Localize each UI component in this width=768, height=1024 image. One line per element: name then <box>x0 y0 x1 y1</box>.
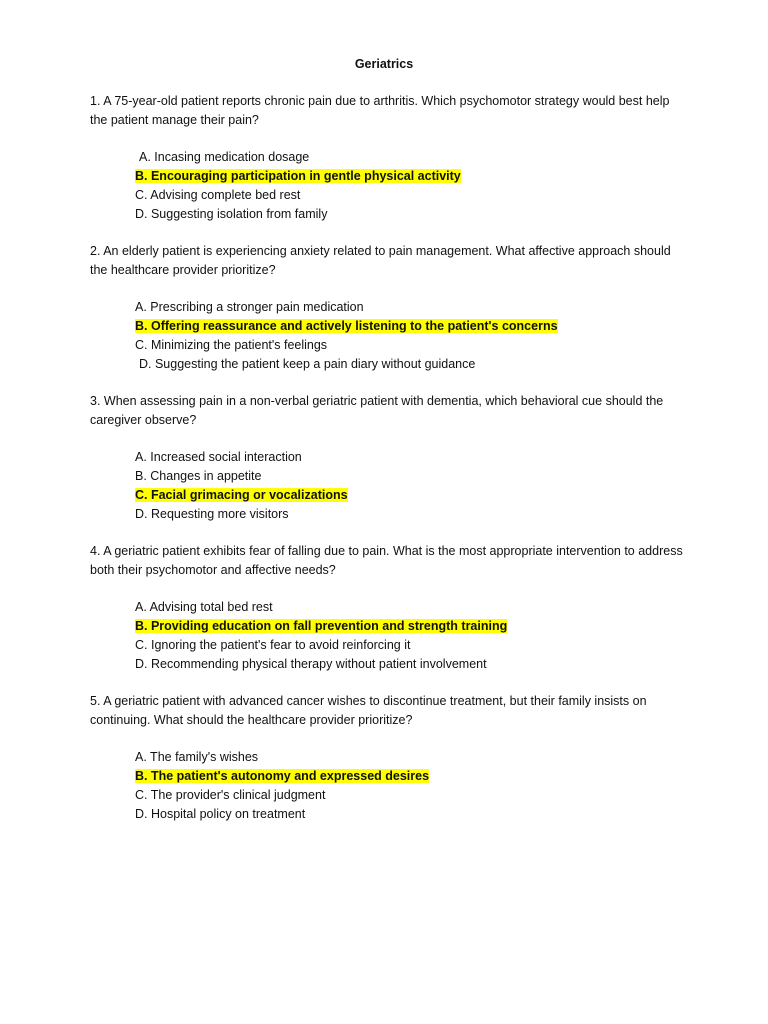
answer-option-text: D. Requesting more visitors <box>135 507 289 521</box>
answer-option <box>135 636 690 655</box>
answer-option-text: C. Minimizing the patient's feelings <box>135 338 328 352</box>
answer-option-text: C. Ignoring the patient's fear to avoid reinforcing it <box>135 638 411 652</box>
answer-option-text: A. Advising total bed rest <box>135 600 273 614</box>
question-stem: 4. A geriatric patient exhibits fear of falling due to pain. What is the most appropriate intervention to address both their psychomotor and affective needs? <box>90 544 683 577</box>
answer-options <box>90 748 690 824</box>
answer-option <box>135 336 690 355</box>
answer-option <box>135 298 690 317</box>
question-stem: 1. A 75-year-old patient reports chronic pain due to arthritis. Which psychomotor strategy would best help the patient manage their pain? <box>90 94 670 127</box>
answer-option <box>135 467 690 486</box>
answer-option <box>135 448 690 467</box>
answer-option <box>135 505 690 524</box>
question-1 <box>90 92 690 224</box>
answer-option-text: D. Suggesting the patient keep a pain diary without guidance <box>139 357 476 371</box>
answer-option-text: D. Recommending physical therapy without patient involvement <box>135 657 487 671</box>
answer-option-text: B. Providing education on fall prevention and strength training <box>135 619 508 633</box>
question-2 <box>90 242 690 374</box>
answer-option <box>135 805 690 824</box>
page-title: Geriatrics <box>354 57 414 71</box>
answer-option <box>135 767 690 786</box>
answer-option <box>135 186 690 205</box>
question-stem: 3. When assessing pain in a non-verbal geriatric patient with dementia, which behavioral cue should the caregiver observe? <box>90 394 664 427</box>
answer-options <box>90 298 690 374</box>
answer-options <box>90 148 690 224</box>
answer-option-text: A. Prescribing a stronger pain medication <box>135 300 364 314</box>
answer-option <box>135 486 690 505</box>
answer-option-text: B. Changes in appetite <box>135 469 262 483</box>
answer-option-text: B. Offering reassurance and actively listening to the patient's concerns <box>135 319 558 333</box>
answer-option <box>135 786 690 805</box>
answer-option <box>135 598 690 617</box>
answer-option <box>135 205 690 224</box>
answer-option-text: A. The family's wishes <box>135 750 259 764</box>
answer-option-text: B. The patient's autonomy and expressed desires <box>135 769 430 783</box>
question-stem: 2. An elderly patient is experiencing anxiety related to pain management. What affective approach should the healthcare provider prioritize? <box>90 244 671 277</box>
answer-option <box>139 148 690 167</box>
question-3 <box>90 392 690 524</box>
answer-option-text: A. Incasing medication dosage <box>139 150 310 164</box>
answer-option-text: D. Hospital policy on treatment <box>135 807 306 821</box>
question-4 <box>90 542 690 674</box>
answer-option <box>135 317 690 336</box>
answer-option <box>135 655 690 674</box>
answer-option-text: B. Encouraging participation in gentle physical activity <box>135 169 461 183</box>
answer-options <box>90 448 690 524</box>
answer-option-text: D. Suggesting isolation from family <box>135 207 328 221</box>
answer-option <box>139 355 690 374</box>
answer-option-text: C. Advising complete bed rest <box>135 188 301 202</box>
answer-option-text: C. The provider's clinical judgment <box>135 788 326 802</box>
answer-option-text: A. Increased social interaction <box>135 450 302 464</box>
answer-option <box>135 167 690 186</box>
answer-option-text: C. Facial grimacing or vocalizations <box>135 488 348 502</box>
question-5 <box>90 692 690 824</box>
answer-option <box>135 748 690 767</box>
question-stem: 5. A geriatric patient with advanced cancer wishes to discontinue treatment, but their family insists on continuing. What should the healthcare provider prioritize? <box>90 694 647 727</box>
answer-options <box>90 598 690 674</box>
answer-option <box>135 617 690 636</box>
